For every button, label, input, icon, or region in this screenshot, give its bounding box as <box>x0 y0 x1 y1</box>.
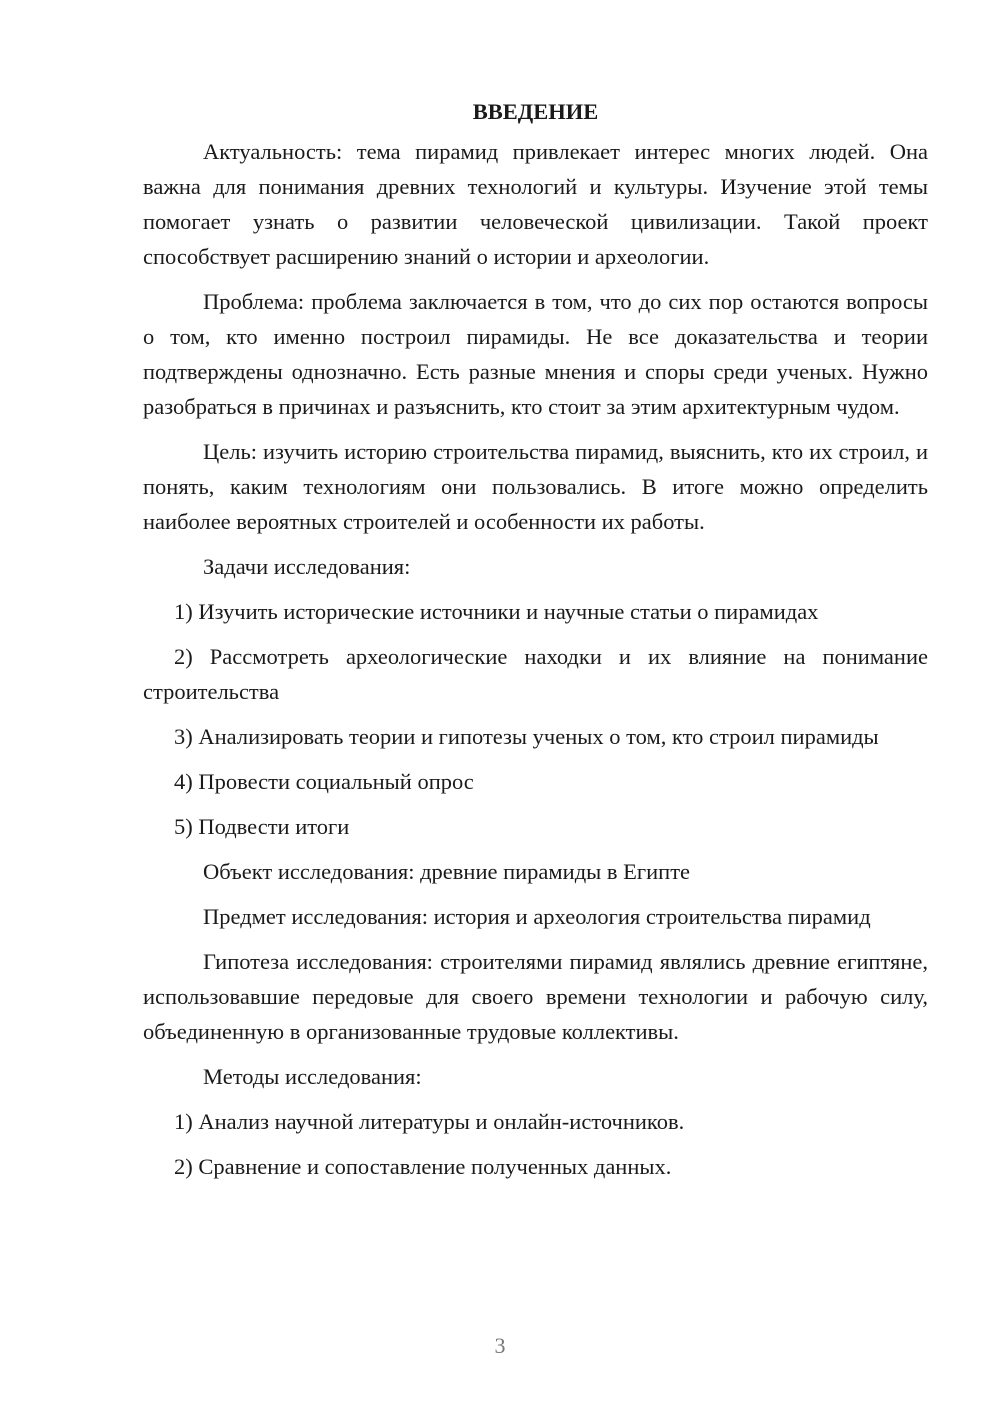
page-number: 3 <box>494 1333 506 1358</box>
method-item: 1) Анализ научной литературы и онлайн-источников. <box>174 1109 685 1134</box>
task-item: 3) Анализировать теории и гипотезы ученых о том, кто строил пирамиды <box>174 724 879 749</box>
task-item: 1) Изучить исторические источники и научные статьи о пирамидах <box>174 599 819 624</box>
problem-paragraph: Проблема: проблема заключается в том, что до сих пор остаются вопросы о том, кто именно построил пирамиды. Не все доказательства и теории подтверждены однозначно. Есть разные мнения и споры среди ученых. Нужно разобраться в причинах и разъяснить, кто стоит за этим архитектурным чудом. <box>143 289 928 419</box>
methods-heading: Методы исследования: <box>203 1064 422 1089</box>
subject-paragraph: Предмет исследования: история и археология строительства пирамид <box>203 904 871 929</box>
task-item: 2) Рассмотреть археологические находки и их влияние на понимание строительства <box>143 644 928 704</box>
object-paragraph: Объект исследования: древние пирамиды в Египте <box>203 859 691 884</box>
goal-paragraph: Цель: изучить историю строительства пирамид, выяснить, кто их строил, и понять, каким технологиям они пользовались. В итоге можно определить наиболее вероятных строителей и особенности их работы. <box>143 439 928 534</box>
relevance-paragraph: Актуальность: тема пирамид привлекает интерес многих людей. Она важна для понимания древних технологий и культуры. Изучение этой темы помогает узнать о развитии человеческой цивилизации. Такой проект способствует расширению знаний о истории и археологии. <box>143 139 928 269</box>
method-item: 2) Сравнение и сопоставление полученных данных. <box>174 1154 672 1179</box>
page-title: ВВЕДЕНИЕ <box>472 99 599 124</box>
tasks-heading: Задачи исследования: <box>203 554 411 579</box>
document-page <box>143 94 928 1194</box>
task-item: 4) Провести социальный опрос <box>174 769 474 794</box>
task-item: 5) Подвести итоги <box>174 814 350 839</box>
hypothesis-paragraph: Гипотеза исследования: строителями пирамид являлись древние египтяне, использовавшие передовые для своего времени технологии и рабочую силу, объединенную в организованные трудовые коллективы. <box>143 949 928 1044</box>
